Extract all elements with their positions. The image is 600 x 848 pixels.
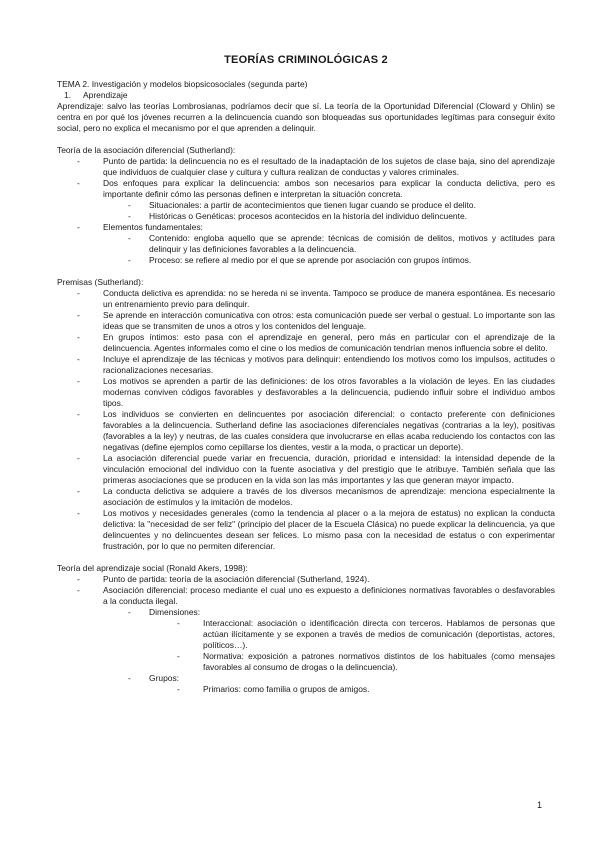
dash-marker: - xyxy=(128,607,131,617)
dash-marker: - xyxy=(77,310,80,320)
list-item-text: La conducta delictiva se adquiere a través de los diversos mecanismos de aprendizaje: menciona especialmente la asociación de estímulos y la imitación de modelos. xyxy=(103,486,555,507)
dash-marker: - xyxy=(177,651,180,661)
dash-marker: - xyxy=(177,618,180,628)
list-item-text: Los motivos y necesidades generales (como la tendencia al placer o a la mejora de estatus) no explican la conducta delictiva: la "necesidad de ser feliz" (principio del placer de la Escuela Clásica) no puede explicar la delincuencia, ya que delincuentes y no delincuentes desean ser felices. Lo mismo pasa con la necesidad de estatus o con experimentar frustración, por lo que no permiten diferenciar. xyxy=(103,508,555,551)
dash-marker: - xyxy=(77,453,80,463)
list-item xyxy=(77,288,555,310)
list-item xyxy=(77,332,555,354)
list-item-text: Situacionales: a partir de acontecimientos que tienen lugar cuando se produce el delito. xyxy=(149,200,476,210)
list-item xyxy=(77,156,555,178)
list-item-text: Normativa: exposición a patrones normativos distintos de los habituales (como mensajes favorables al consumo de drogas o la delincuencia). xyxy=(203,651,555,672)
dash-marker: - xyxy=(77,585,80,595)
item-label: Aprendizaje xyxy=(83,90,128,100)
list-item xyxy=(77,178,555,200)
dash-marker: - xyxy=(128,673,131,683)
list-item xyxy=(77,222,555,233)
tema-heading: TEMA 2. Investigación y modelos biopsicosociales (segunda parte) xyxy=(57,79,308,89)
dash-marker: - xyxy=(177,684,180,694)
list-item xyxy=(77,508,555,552)
section-heading-akers: Teoría del aprendizaje social (Ronald Akers, 1998): xyxy=(57,563,248,573)
page-number: 1 xyxy=(536,800,542,810)
list-item-text: Elementos fundamentales: xyxy=(103,222,203,232)
list-item-text: Incluye el aprendizaje de las técnicas y motivos para delinquir: entendiendo los motivos como los impulsos, actitudes o racionalizaciones necesarias. xyxy=(103,354,555,375)
dash-marker: - xyxy=(77,288,80,298)
list-item xyxy=(77,354,555,376)
item-number: 1. xyxy=(64,90,72,100)
list-item xyxy=(77,376,555,409)
list-item-text: Los motivos se aprenden a partir de las definiciones: de los otros favorables a la violación de leyes. En las ciudades modernas conviven códigos favorables y desfavorables a la delincuencia, pudiendo influir sobre el individuo ambos tipos. xyxy=(103,376,555,408)
dash-marker: - xyxy=(128,255,131,265)
dash-marker: - xyxy=(77,354,80,364)
list-item xyxy=(177,618,555,651)
section-heading-sutherland: Teoría de la asociación diferencial (Sutherland): xyxy=(57,145,236,155)
list-item xyxy=(177,651,555,673)
document-title: TEORÍAS CRIMINOLÓGICAS 2 xyxy=(224,54,388,66)
list-item xyxy=(128,255,555,266)
dash-marker: - xyxy=(128,211,131,221)
list-item xyxy=(128,211,555,222)
list-item-text: Los individuos se convierten en delincuentes por asociación diferencial: o contacto preferente con definiciones favorables a la delincuencia. Sutherland define las asociaciones diferenciales negativas (contrarias a la ley), positivas (favorables a la ley) y neutras, de las cuales considera que involucrarse en ellas acaba reduciendo los contactos con las negativas (define ejemplos como cepillarse los dientes, vestir a la moda, o practicar un deporte). xyxy=(103,409,555,452)
list-item xyxy=(128,233,555,255)
list-item-text: Grupos: xyxy=(149,673,180,683)
dash-marker: - xyxy=(128,233,131,243)
list-item xyxy=(128,673,555,684)
section-heading-premisas: Premisas (Sutherland): xyxy=(57,277,144,287)
list-item-text: Dimensiones: xyxy=(149,607,201,617)
list-item-text: En grupos íntimos: esto pasa con el aprendizaje en general, pero más en particular con el aprendizaje de la delincuencia. Agentes informales como el cine o los medios de comunicación tendrían menos influencia sobre el delito. xyxy=(103,332,555,353)
list-item-text: Dos enfoques para explicar la delincuencia: ambos son necesarios para explicar la conducta delictiva, pero es importante definir cómo las personas definen e interpretan la situación concreta. xyxy=(103,178,555,199)
numbered-item-aprendizaje xyxy=(57,90,555,101)
list-item xyxy=(128,607,555,618)
list-item xyxy=(77,453,555,486)
list-item xyxy=(177,684,555,695)
list-item-text: La asociación diferencial puede variar en frecuencia, duración, prioridad e intensidad: la intensidad depende de la vinculación emocional del individuo con la fuente asociativa y del prestigio que le atribuye. También señala que las primeras asociaciones que se producen en la vida son las más importantes y las que generan mayor impacto. xyxy=(103,453,555,485)
list-item xyxy=(77,409,555,453)
list-item-text: Históricas o Genéticas: procesos acontecidos en la historia del individuo delincuente. xyxy=(149,211,467,221)
dash-marker: - xyxy=(77,222,80,232)
dash-marker: - xyxy=(77,486,80,496)
dash-marker: - xyxy=(77,332,80,342)
list-item xyxy=(77,486,555,508)
list-item-text: Proceso: se refiere al medio por el que se aprende por asociación con grupos íntimos. xyxy=(149,255,472,265)
dash-marker: - xyxy=(77,178,80,188)
dash-marker: - xyxy=(77,508,80,518)
dash-marker: - xyxy=(77,156,80,166)
list-item-text: Punto de partida: la delincuencia no es el resultado de la inadaptación de los sujetos de clase baja, sino del aprendizaje que individuos de cualquier clase y cultura y cultura realizan de conductas y valores criminales. xyxy=(103,156,555,177)
list-item-text: Conducta delictiva es aprendida: no se hereda ni se inventa. Tampoco se produce de manera espontánea. Es necesario un entrenamiento previo para delinquir. xyxy=(103,288,555,309)
dash-marker: - xyxy=(128,200,131,210)
dash-marker: - xyxy=(77,574,80,584)
list-item-text: Asociación diferencial: proceso mediante el cual uno es expuesto a definiciones normativas favorables o desfavorables a la conducta ilegal. xyxy=(103,585,555,606)
list-item xyxy=(128,200,555,211)
list-item-text: Punto de partida: teoría de la asociación diferencial (Sutherland, 1924). xyxy=(103,574,370,584)
list-item-text: Se aprende en interacción comunicativa con otros: esta comunicación puede ser verbal o gestual. Lo importante son las ideas que se transmiten de unos a otros y los contenidos del lenguaje. xyxy=(103,310,555,331)
dash-marker: - xyxy=(77,409,80,419)
dash-marker: - xyxy=(77,376,80,386)
intro-paragraph: Aprendizaje: salvo las teorías Lombrosianas, podríamos decir que sí. La teoría de la Oportunidad Diferencial (Cloward y Ohlin) se centra en por qué los jóvenes recurren a la delincuencia cuando son bloqueadas sus oportunidades legítimas para conseguir éxito social, pero no explica el mecanismo por el que aprenden a delinquir. xyxy=(57,101,555,133)
list-item xyxy=(77,310,555,332)
list-item xyxy=(77,574,555,585)
list-item xyxy=(77,585,555,607)
list-item-text: Contenido: engloba aquello que se aprende: técnicas de comisión de delitos, motivos y actitudes para delinquir y las definiciones favorables a la delincuencia. xyxy=(149,233,555,254)
list-item-text: Interaccional: asociación o identificación directa con terceros. Hablamos de personas que actúan ilícitamente y se exponen a través de medios de comunicación (deportistas, actores, políticos…). xyxy=(203,618,555,650)
list-item-text: Primarios: como familia o grupos de amigos. xyxy=(203,684,370,694)
